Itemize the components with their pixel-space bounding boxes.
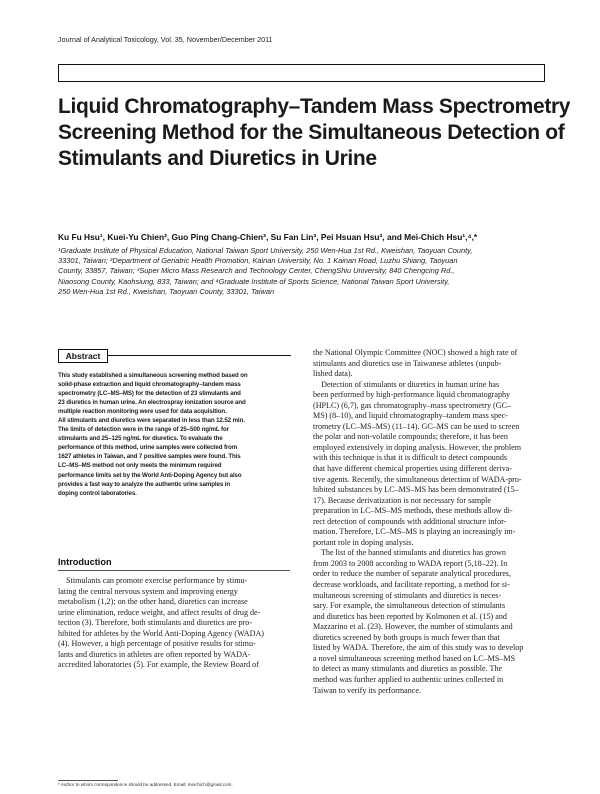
abstract-line: performance limits set by the World Anti-Doping Agency but also: [58, 471, 242, 479]
body-line: Stimulants can promote exercise performance by stimu-: [58, 576, 248, 585]
abstract-line: This study established a simultaneous screening method based on: [58, 372, 248, 379]
abstract-line: performance of this method, urine samples were collected from: [58, 444, 238, 452]
body-line: hibited for athletes by the World Anti-Doping Agency (WADA): [58, 628, 264, 638]
body-line: portant role in doping analysis.: [313, 537, 414, 547]
affiliation-line: ¹Graduate Institute of Physical Education, National Taiwan Sport University, 250 Wen-Hua 1st Rd., Kweishan, Taoyuan County,: [58, 246, 473, 255]
body-line: The list of the banned stimulants and diuretics has grown: [313, 548, 506, 558]
abstract-line: The limits of detection were in the range of 25–500 ng/mL for: [58, 426, 229, 434]
abstract-body: [58, 371, 290, 498]
right-column-body: [313, 348, 549, 696]
affiliation-line: County, 33857, Taiwan; ³Super Micro Mass Research and Technology Center, ChengShiu University, 840 Chengcing Rd.,: [58, 266, 455, 276]
body-line: that have different chemical properties using different deriva-: [313, 464, 513, 474]
header-bar: [58, 64, 545, 82]
abstract-rule: [108, 355, 291, 356]
body-line: sary. For example, the simultaneous detection of stimulants: [313, 601, 506, 611]
body-line: MS) (8–10), and liquid chromatography–tandem mass spec-: [313, 411, 508, 421]
abstract-line: 1627 athletes in Taiwan, and 7 positive samples were found. This: [58, 453, 241, 461]
body-line: multaneous screening of stimulants and diuretics is neces-: [313, 590, 502, 600]
body-line: tection (3). Therefore, both stimulants and diuretics are pro-: [58, 618, 253, 628]
body-line: listed by WADA. Therefore, the aim of this study was to develop: [313, 643, 524, 653]
abstract-line: solid-phase extraction and liquid chromatography–tandem mass: [58, 381, 241, 389]
title-line: Stimulants and Diuretics in Urine: [58, 147, 377, 170]
body-line: to detect as many stimulants and diuretics as possible. The: [313, 664, 503, 674]
author-list: Ku Fu Hsu¹, Kuei-Yu Chien², Guo Ping Chang-Chien³, Su Fan Lin³, Pei Hsuan Hsu³, and Mei-Chich Hsu¹,⁴,*: [58, 232, 478, 242]
body-line: accredited laboratories (5). For example, the Review Board of: [58, 660, 259, 670]
introduction-heading: Introduction: [58, 557, 112, 567]
abstract-line: All stimulants and diuretics were separated in less than 12.52 min.: [58, 417, 245, 425]
body-line: rect detection of compounds with additional structure infor-: [313, 516, 507, 526]
introduction-body: [58, 576, 290, 671]
introduction-rule: [58, 570, 290, 571]
body-line: Mazzarino et al. (23). However, the number of stimulants and: [313, 622, 513, 632]
footnote-rule: [58, 780, 118, 781]
body-line: urine elimination, reduce weight, and affect results of drug de-: [58, 607, 261, 617]
footnote: * Author to whom correspondence should be addressed. Email: meichich@gmail.com.: [58, 782, 233, 787]
body-line: order to reduce the number of separate analytical procedures,: [313, 569, 511, 579]
body-line: (4). However, a high percentage of positive results for stimu-: [58, 639, 256, 649]
body-line: a novel simultaneous screening method based on LC–MS–MS: [313, 653, 516, 663]
body-line: diuretics screened by both groups is much fewer than that: [313, 632, 500, 642]
body-line: lished data).: [313, 369, 353, 379]
title-line: Screening Method for the Simultaneous Detection of: [58, 121, 565, 144]
affiliations: [58, 246, 550, 297]
body-line: lants and diuretics in athletes are often reported by WADA-: [58, 649, 251, 659]
abstract-line: provides a fast way to analyze the authentic urine samples in: [58, 480, 231, 488]
body-line: mation. Therefore, LC–MS–MS is playing an increasingly im-: [313, 527, 516, 537]
body-line: and diuretics has been reported by Kolmonen et al. (15) and: [313, 611, 507, 621]
abstract-line: doping control laboratories.: [58, 489, 137, 497]
abstract-label: Abstract: [58, 349, 108, 363]
article-title: [58, 94, 571, 172]
body-line: metabolism (1,2); on the other hand, diuretics can increase: [58, 597, 248, 607]
body-line: tive agents. Recently, the simultaneous detection of WADA-pro-: [313, 474, 522, 484]
abstract-line: multiple reaction monitoring were used for data acquisition.: [58, 408, 227, 416]
body-line: preparation in LC–MS–MS methods, these methods allow di-: [313, 506, 513, 516]
body-line: from 2003 to 2008 according to WADA report (5,18–22). In: [313, 558, 508, 568]
abstract-line: 23 diuretics in human urine. An electrospray ionization source and: [58, 399, 246, 407]
title-line: Liquid Chromatography–Tandem Mass Spectrometry: [58, 95, 571, 118]
body-line: decrease workloads, and facilitate reporting, a method for si-: [313, 580, 510, 590]
body-line: hibited substances by LC–MS–MS has been demonstrated (15–: [313, 485, 519, 495]
body-line: with this technique is that it is difficult to detect compounds: [313, 453, 508, 463]
affiliation-line: 33301, Taiwan; ²Department of Geriatric Health Promotion, Kainan University, No. 1 Kainan Road, Luzhu Shiang, Taoyuan: [58, 256, 458, 266]
body-line: (HPLC) (6,7), gas chromatography–mass spectrometry (GC–: [313, 400, 512, 410]
body-line: lating the central nervous system and improving energy: [58, 586, 238, 596]
body-line: Taiwan to verify its performance.: [313, 685, 421, 695]
abstract-line: spectrometry (LC–MS–MS) for the detection of 23 stimulants and: [58, 390, 241, 398]
affiliation-line: 250 Wen-Hua 1st Rd., Kweishan, Taoyuan County, 33301, Taiwan: [58, 286, 275, 296]
affiliation-line: Niaosong County, Kaohsiung, 833, Taiwan; and ⁴Graduate Institute of Sports Science, National Taiwan Sport University,: [58, 276, 450, 286]
body-line: 17). Because derivatization is not necessary for sample: [313, 495, 491, 505]
body-line: Detection of stimulants or diuretics in human urine has: [313, 379, 500, 389]
journal-reference: Journal of Analytical Toxicology, Vol. 35, November/December 2011: [58, 35, 273, 44]
body-line: method was further applied to authentic urines collected in: [313, 674, 504, 684]
body-line: employed extensively in doping analysis. However, the problem: [313, 442, 522, 452]
abstract-line: stimulants and 25–125 ng/mL for diuretics. To evaluate the: [58, 435, 223, 443]
body-line: the polar and non-volatile compounds; therefore, it has been: [313, 432, 508, 442]
body-line: stimulants and diuretics use in Taiwanese athletes (unpub-: [313, 358, 502, 368]
body-line: the National Olympic Committee (NOC) showed a high rate of: [313, 348, 518, 357]
body-line: trometry (LC–MS–MS) (11–14). GC–MS can be used to screen: [313, 421, 520, 431]
abstract-line: LC–MS–MS method not only meets the minimum required: [58, 462, 222, 470]
body-line: been performed by high-performance liquid chromatography: [313, 390, 511, 400]
